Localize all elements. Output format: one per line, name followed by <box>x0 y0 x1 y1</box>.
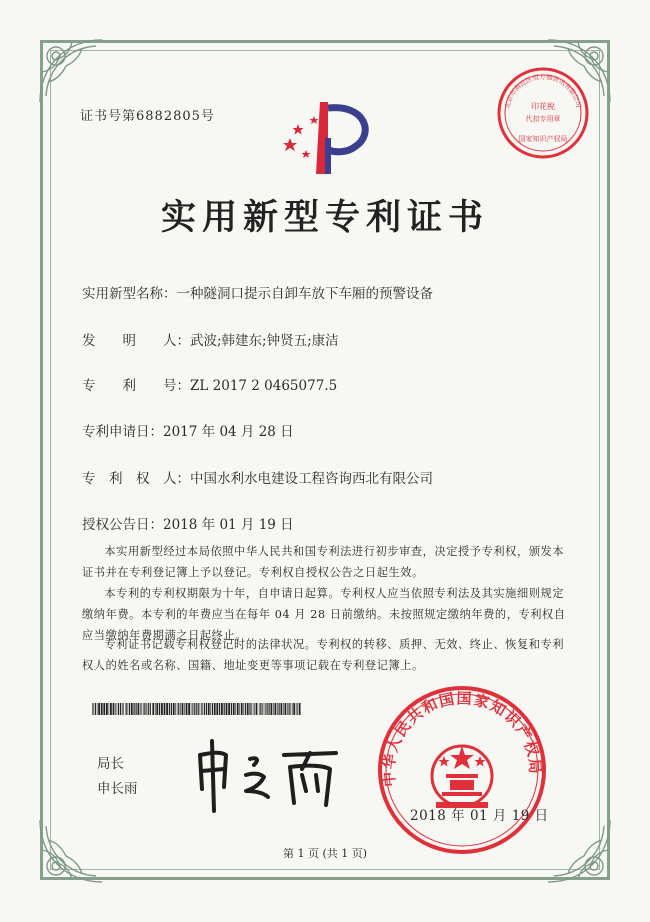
barcode-bar <box>144 703 145 715</box>
field-value: 武波;韩建东;钟贤五;康洁 <box>190 333 339 349</box>
barcode-bar <box>164 703 166 715</box>
barcode-bar <box>142 703 143 715</box>
field-application-date <box>82 420 294 440</box>
barcode-bar <box>152 703 154 715</box>
barcode-bar <box>269 703 270 715</box>
barcode-bar <box>267 703 268 715</box>
barcode-bar <box>235 703 236 715</box>
barcode-bar <box>166 703 168 715</box>
field-label: 专 利 权 人： <box>82 471 190 487</box>
barcode-bar <box>251 703 252 715</box>
field-value: 中国水利水电建设工程咨询西北有限公司 <box>190 471 433 487</box>
page-footer: 第 1 页 (共 1 页) <box>282 847 368 860</box>
barcode-bar <box>247 703 249 715</box>
barcode-bar <box>271 703 273 715</box>
barcode-bar <box>237 703 239 715</box>
barcode-bar <box>221 703 223 715</box>
barcode-bar <box>156 703 158 715</box>
barcode-bar <box>178 703 179 715</box>
field-inventors <box>82 329 339 349</box>
barcode-bar <box>219 703 220 715</box>
barcode-bar <box>173 703 175 715</box>
legal-paragraph-3: 专利证书记载专利权登记时的法律状况。专利权的转移、质押、无效、终止、恢复和专利权人的姓名或名称、国籍、地址变更等事项记载在专利登记簿上。 <box>82 638 565 672</box>
barcode-bar <box>231 703 232 715</box>
svg-text:中华人民共和国国家知识产权局: 中华人民共和国国家知识产权局 <box>379 689 545 788</box>
barcode-bar <box>169 703 170 715</box>
field-value: ZL 2017 2 0465077.5 <box>190 378 338 394</box>
barcode-bar <box>204 703 205 715</box>
barcode-bar <box>198 703 199 715</box>
barcode-bar <box>115 703 116 715</box>
barcode-bar <box>101 703 103 715</box>
barcode-bar <box>110 703 112 715</box>
national-ip-office-seal <box>376 684 548 856</box>
field-value: 一种隧洞口提示自卸车放下车厢的预警设备 <box>176 286 433 302</box>
barcode-bar <box>134 703 135 715</box>
tax-stamp-seal <box>495 65 591 161</box>
barcode-bar <box>275 703 277 715</box>
barcode-bar <box>202 703 203 715</box>
barcode-bar <box>260 703 261 715</box>
barcode-bar <box>289 703 290 715</box>
signatory-name: 申长雨 <box>97 781 138 797</box>
barcode-bar <box>206 703 207 715</box>
field-value: 2017 年 04 月 28 日 <box>163 424 294 440</box>
barcode-bar <box>241 703 243 715</box>
barcode-bar <box>279 703 280 715</box>
barcode-bar <box>208 703 210 715</box>
barcode-bar <box>97 703 98 715</box>
barcode-bar <box>117 703 118 715</box>
barcode-bar <box>296 703 297 715</box>
barcode-bar <box>264 703 265 715</box>
barcode-bar <box>171 703 172 715</box>
barcode-bar <box>95 703 96 715</box>
field-label: 专 利 号： <box>82 378 190 394</box>
barcode-bar <box>177 703 178 715</box>
barcode-bar <box>256 703 258 715</box>
field-label: 发 明 人： <box>82 333 190 349</box>
barcode-bar <box>259 703 260 715</box>
barcode-bar <box>118 703 119 715</box>
barcode-bar <box>131 703 133 715</box>
barcode-bar <box>210 703 211 715</box>
barcode-bar <box>155 703 156 715</box>
barcode-bar <box>196 703 197 715</box>
barcode-bar <box>297 703 298 715</box>
barcode-bar <box>287 703 288 715</box>
barcode-bar <box>140 703 141 715</box>
svg-text:印花税: 印花税 <box>531 102 555 111</box>
barcode-bar <box>253 703 254 715</box>
barcode-bar <box>262 703 263 715</box>
barcode-bar <box>113 703 115 715</box>
barcode-bar <box>148 703 149 715</box>
barcode-bar <box>285 703 287 715</box>
barcode-bar <box>194 703 195 715</box>
patent-office-emblem-icon <box>276 98 386 178</box>
handwritten-signature <box>190 725 340 815</box>
barcode-bar <box>136 703 137 715</box>
field-label: 实用新型名称： <box>82 286 177 302</box>
barcode-bar <box>277 703 278 715</box>
barcode-bar <box>239 703 240 715</box>
barcode-bar <box>299 703 301 715</box>
barcode-bar <box>224 703 225 715</box>
barcode-bar <box>233 703 235 715</box>
field-patent-number <box>82 374 337 394</box>
legal-paragraph-1: 本实用新型经过本局依照中华人民共和国专利法进行初步审查，决定授予专利权，颁发本证书并在专利登记簿上予以登记。专利权自授权公告之日起生效。 <box>82 545 565 579</box>
barcode-bar <box>293 703 295 715</box>
barcode-bar <box>186 703 188 715</box>
corner-ornament-icon <box>36 36 106 106</box>
barcode <box>92 703 302 715</box>
field-grant-date <box>82 513 294 533</box>
field-patentee <box>82 467 433 487</box>
barcode-bar <box>146 703 147 715</box>
barcode-bar <box>201 703 202 715</box>
barcode-bar <box>138 703 140 715</box>
field-label: 专利申请日： <box>82 424 163 440</box>
svg-text:国家知识产权局: 国家知识产权局 <box>518 135 568 143</box>
barcode-bar <box>216 703 218 715</box>
barcode-bar <box>212 703 213 715</box>
barcode-bar <box>143 703 144 715</box>
certificate-number: 证书号第6882805号 <box>80 109 215 124</box>
barcode-bar <box>103 703 105 715</box>
barcode-bar <box>188 703 190 715</box>
barcode-bar <box>184 703 185 715</box>
svg-text:北京市海淀区恒方德资讯有限公司: 北京市海淀区恒方德资讯有限公司 <box>503 72 583 110</box>
barcode-bar <box>191 703 192 715</box>
barcode-bar <box>129 703 130 715</box>
barcode-bar <box>120 703 121 715</box>
barcode-bar <box>150 703 151 715</box>
barcode-bar <box>245 703 246 715</box>
barcode-bar <box>123 703 124 715</box>
barcode-bar <box>200 703 201 715</box>
barcode-bar <box>281 703 283 715</box>
barcode-bar <box>93 703 94 715</box>
field-value: 2018 年 01 月 19 日 <box>163 517 294 533</box>
field-label: 授权公告日： <box>82 517 163 533</box>
barcode-bar <box>265 703 266 715</box>
field-utility-model-name <box>82 282 433 302</box>
svg-text:代扣专用章: 代扣专用章 <box>525 115 561 123</box>
barcode-bar <box>214 703 216 715</box>
barcode-bar <box>180 703 181 715</box>
barcode-bar <box>128 703 129 715</box>
barcode-bar <box>92 703 93 715</box>
barcode-bar <box>273 703 274 715</box>
barcode-bar <box>292 703 293 715</box>
barcode-bar <box>254 703 255 715</box>
barcode-bar <box>106 703 108 715</box>
signatory-role: 局长 <box>97 756 124 772</box>
barcode-bar <box>159 703 160 715</box>
certificate-title: 实用新型专利证书 <box>160 197 489 238</box>
barcode-bar <box>226 703 228 715</box>
barcode-bar <box>283 703 284 715</box>
barcode-bar <box>228 703 230 715</box>
barcode-bar <box>126 703 127 715</box>
barcode-bar <box>182 703 184 715</box>
barcode-bar <box>109 703 110 715</box>
barcode-bar <box>175 703 176 715</box>
issue-date: 2018 年 01 月 19 日 <box>410 808 549 824</box>
barcode-bar <box>249 703 250 715</box>
barcode-bar <box>122 703 123 715</box>
barcode-bar <box>291 703 292 715</box>
barcode-bar <box>192 703 193 715</box>
barcode-bar <box>161 703 163 715</box>
barcode-bar <box>243 703 244 715</box>
barcode-bar <box>98 703 100 715</box>
legal-paragraph-2: 本专利的专利权期限为十年，自申请日起算。专利权人应当依照专利法及其实施细则规定缴纳年费。本专利的年费应当在每年 04 月 28 日前缴纳。未按照规定缴纳年费的，专利权自应当缴纳年费期满之日起终止。 <box>82 587 566 642</box>
